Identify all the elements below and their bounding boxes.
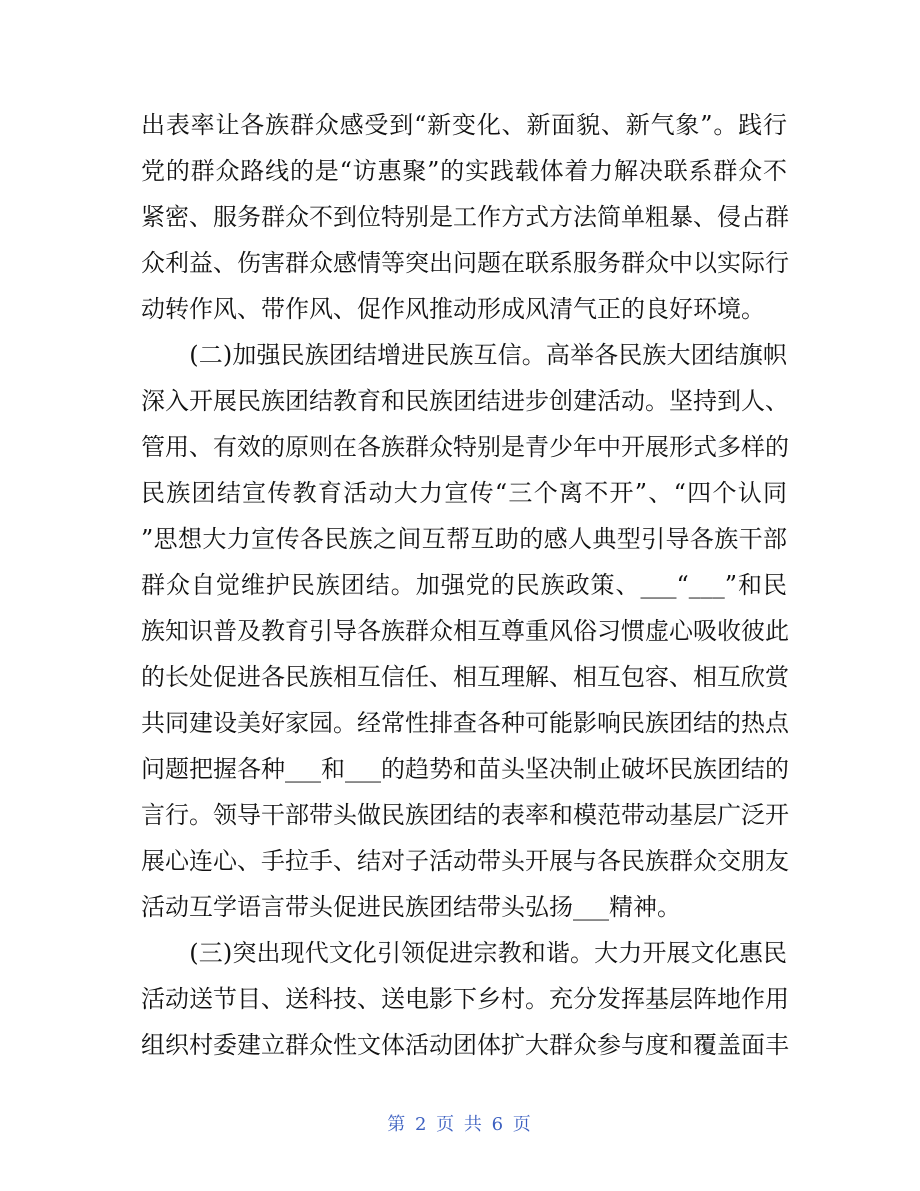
text-line: 紧密、服务群众不到位特别是工作方式方法简单粗暴、侵占群 xyxy=(141,203,789,231)
text-line: (二)加强民族团结增进民族互信。高举各民族大团结旗帜 xyxy=(141,341,787,369)
text-line: 党的群众路线的是“访惠聚”的实践载体着力解决联系群众不 xyxy=(141,157,787,185)
text-line: 群众自觉维护民族团结。加强党的民族政策、___“___”和民 xyxy=(141,571,787,599)
text-line: 活动互学语言带头促进民族团结带头弘扬___精神。 xyxy=(141,893,681,921)
text-line: 深入开展民族团结教育和民族团结进步创建活动。坚持到人、 xyxy=(141,387,789,415)
text-line: 共同建设美好家园。经常性排查各种可能影响民族团结的热点 xyxy=(141,709,789,737)
text-line: 的长处促进各民族相互信任、相互理解、相互包容、相互欣赏 xyxy=(141,663,789,691)
text-line: ”思想大力宣传各民族之间互帮互助的感人典型引导各族干部 xyxy=(141,525,787,553)
body-text xyxy=(141,102,787,1068)
text-line: 问题把握各种___和___的趋势和苗头坚决制止破坏民族团结的 xyxy=(141,755,789,783)
text-line: (三)突出现代文化引领促进宗教和谐。大力开展文化惠民 xyxy=(141,939,787,967)
text-line: 民族团结宣传教育活动大力宣传“三个离不开”、“四个认同 xyxy=(141,479,787,507)
text-line: 活动送节目、送科技、送电影下乡村。充分发挥基层阵地作用 xyxy=(141,985,789,1013)
text-line: 言行。领导干部带头做民族团结的表率和模范带动基层广泛开 xyxy=(141,801,789,829)
page-footer: 第 2 页 共 6 页 xyxy=(387,1114,533,1135)
text-line: 出表率让各族群众感受到“新变化、新面貌、新气象”。践行 xyxy=(141,111,787,139)
text-line: 动转作风、带作风、促作风推动形成风清气正的良好环境。 xyxy=(141,295,765,323)
text-line: 众利益、伤害群众感情等突出问题在联系服务群众中以实际行 xyxy=(141,249,789,277)
text-line: 展心连心、手拉手、结对子活动带头开展与各民族群众交朋友 xyxy=(141,847,789,875)
text-line: 管用、有效的原则在各族群众特别是青少年中开展形式多样的 xyxy=(141,433,789,461)
text-line: 族知识普及教育引导各族群众相互尊重风俗习惯虚心吸收彼此 xyxy=(141,617,789,645)
text-line: 组织村委建立群众性文体活动团体扩大群众参与度和覆盖面丰 xyxy=(141,1031,789,1059)
